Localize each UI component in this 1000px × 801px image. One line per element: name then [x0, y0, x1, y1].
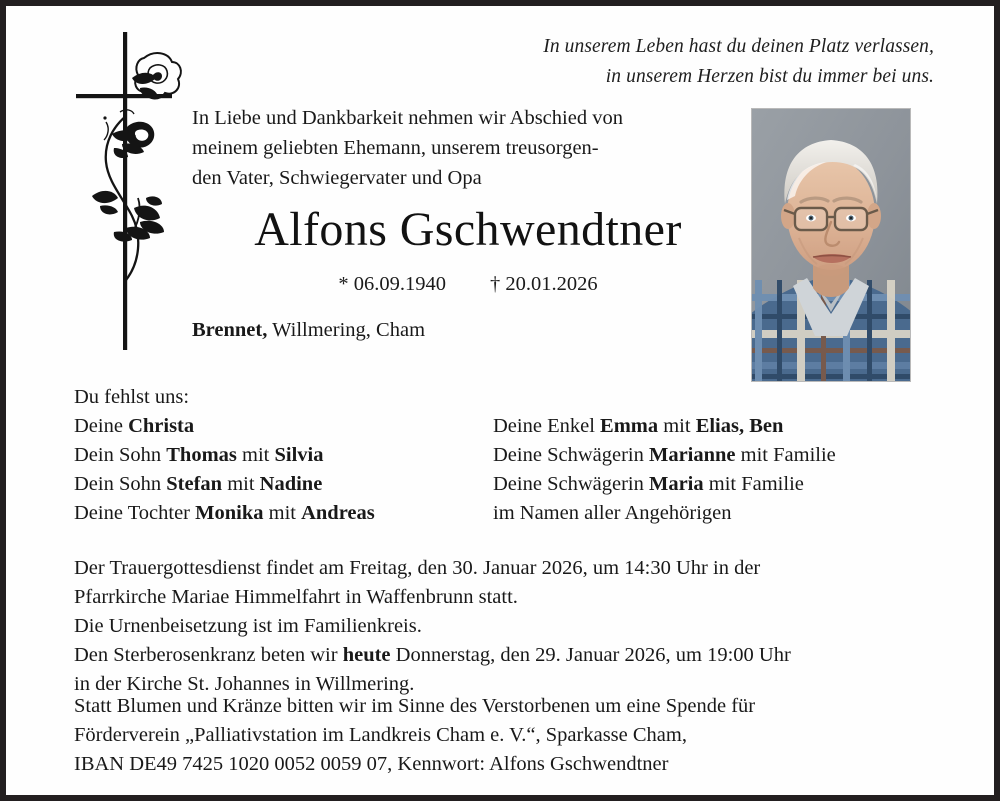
funeral-service-paragraph	[74, 554, 939, 641]
survivors-closing: im Namen aller Angehörigen	[493, 501, 732, 524]
survivor-mid: mit	[236, 443, 275, 466]
survivor-name: Marianne	[648, 443, 736, 466]
survivor-name: Monika	[195, 501, 264, 524]
survivor-prefix: Dein Sohn	[74, 443, 167, 466]
survivor-mid: mit Familie	[735, 443, 836, 466]
survivor-partner: Elias, Ben	[695, 415, 784, 437]
survivor-mid: mit	[658, 415, 696, 437]
survivor-partner: Silvia	[274, 443, 324, 466]
notice-sheet	[6, 6, 994, 795]
rosary-suffix: Donnerstag, den 29. Januar 2026, um 19:00 Uhr	[390, 644, 791, 667]
residence-secondary: Willmering, Cham	[267, 319, 426, 341]
funeral-line-1: Der Trauergottesdienst findet am Freitag, den 30. Januar 2026, um 14:30 Uhr in der	[74, 557, 761, 579]
donation-line-2: Förderverein „Palliativstation im Landkreis Cham e. V.“, Sparkasse Cham,	[74, 724, 687, 747]
survivor-name: Thomas	[166, 443, 237, 466]
service-details	[74, 554, 939, 700]
survivors-right-column	[493, 383, 934, 528]
survivors-section	[74, 383, 934, 528]
portrait-photo	[751, 108, 911, 382]
intro-line-2: meinem geliebten Ehemann, unserem treusorgen-	[192, 136, 599, 159]
survivor-prefix: Deine Enkel	[493, 415, 601, 437]
urn-burial-line: Die Urnenbeisetzung ist im Familienkreis.	[74, 615, 422, 638]
death-date: † 20.01.2026	[490, 273, 598, 295]
donation-line-1: Statt Blumen und Kränze bitten wir im Sinne des Verstorbenen um eine Spende für	[74, 695, 756, 717]
intro-line-1: In Liebe und Dankbarkeit nehmen wir Abschied von	[192, 107, 623, 129]
rosary-line-2: in der Kirche St. Johannes in Willmering.	[74, 673, 415, 696]
rosary-line-1	[74, 641, 939, 670]
survivor-name: Maria	[648, 472, 704, 495]
survivor-row	[493, 441, 934, 470]
survivor-prefix: Deine	[74, 414, 129, 437]
survivor-name: Stefan	[166, 472, 223, 495]
survivor-row	[74, 441, 493, 470]
verse-line-2: in unserem Herzen bist du immer bei uns.	[605, 65, 934, 87]
birth-date: * 06.09.1940	[338, 273, 446, 295]
intro-paragraph	[192, 104, 717, 194]
donation-paragraph	[74, 692, 939, 779]
rosary-paragraph	[74, 641, 939, 699]
survivor-partner: Nadine	[259, 472, 323, 495]
memorial-verse	[414, 32, 934, 91]
survivor-mid: mit	[222, 472, 260, 495]
survivor-prefix: Deine Schwägerin	[493, 472, 649, 495]
survivors-heading: Du fehlst uns:	[74, 386, 190, 408]
life-dates	[192, 273, 744, 296]
survivor-row	[74, 470, 493, 499]
rosary-emphasis: heute	[342, 644, 391, 667]
residence-line	[192, 319, 425, 342]
deceased-name: Alfons Gschwendtner	[254, 203, 682, 256]
donation-line-3: IBAN DE49 7425 1020 0052 0059 07, Kennwort: Alfons Gschwendtner	[74, 753, 669, 776]
survivor-prefix: Deine Tochter	[74, 501, 196, 524]
survivor-name: Christa	[128, 414, 195, 437]
survivor-row	[74, 412, 493, 441]
survivors-left-column	[74, 383, 493, 527]
survivor-name: Emma	[600, 415, 659, 437]
survivor-prefix: Deine Schwägerin	[493, 443, 649, 466]
survivor-row	[493, 470, 934, 499]
survivor-row	[74, 499, 493, 528]
cross-with-rose-icon	[68, 30, 188, 352]
rosary-prefix: Den Sterberosenkranz beten wir	[74, 644, 343, 667]
intro-line-3: den Vater, Schwiegervater und Opa	[192, 166, 482, 189]
survivor-mid: mit	[263, 501, 302, 524]
survivor-partner: Andreas	[301, 501, 375, 524]
verse-line-1: In unserem Leben hast du deinen Platz verlassen,	[543, 36, 934, 57]
survivor-prefix: Dein Sohn	[74, 472, 167, 495]
funeral-line-2: Pfarrkirche Mariae Himmelfahrt in Waffenbrunn statt.	[74, 586, 518, 609]
survivor-mid: mit Familie	[703, 472, 804, 495]
residence-primary: Brennet,	[192, 319, 268, 341]
survivor-row	[493, 412, 934, 441]
